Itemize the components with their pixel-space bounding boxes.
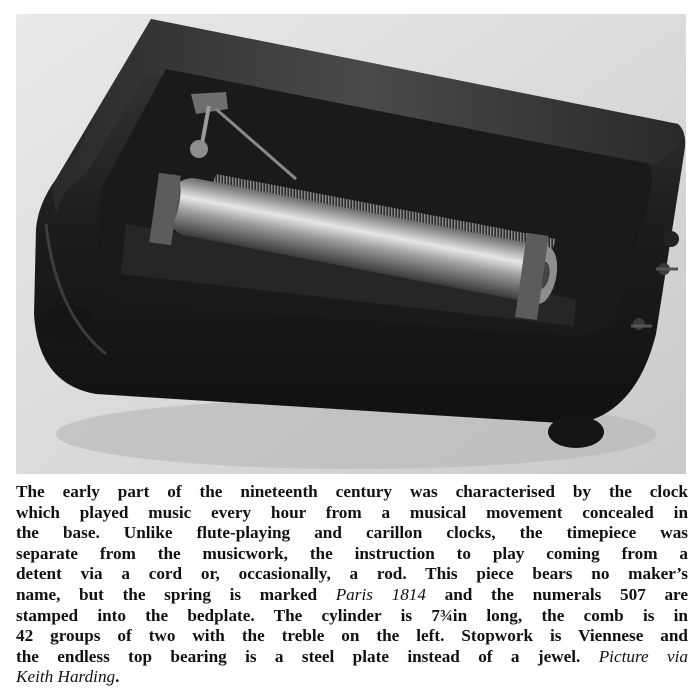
caption-line — [16, 647, 688, 668]
music-box-photo — [16, 14, 686, 474]
caption-line: stamped into the bedplate. The cylinder is 7¾in long, the comb is in — [16, 605, 688, 625]
caption-credit-name: Keith Harding — [16, 667, 116, 687]
caption-line: The early part of the nineteenth century was characterised by the clock — [16, 482, 688, 501]
caption-line: which played music every hour from a musical movement concealed in — [16, 502, 688, 522]
photo-caption — [16, 482, 688, 688]
caption-line: separate from the musicwork, the instruction to play coming from a — [16, 543, 688, 563]
caption-line: 42 groups of two with the treble on the left. Stopwork is Viennese and — [16, 626, 688, 646]
caption-text: the endless top bearing is a steel plate instead of a jewel. — [16, 646, 599, 666]
caption-line — [16, 667, 688, 688]
caption-text: and the numerals 507 are — [425, 584, 688, 604]
caption-credit: Picture via — [598, 646, 688, 666]
caption-italic-text: Paris 1814 — [335, 584, 426, 604]
caption-text: . — [115, 667, 120, 687]
caption-line — [16, 585, 688, 606]
caption-line: detent via a cord or, occasionally, a rod. This piece bears no maker’s — [16, 564, 688, 584]
caption-line: the base. Unlike flute-playing and carillon clocks, the timepiece was — [16, 523, 688, 543]
caption-text: name, but the spring is marked — [16, 584, 336, 604]
